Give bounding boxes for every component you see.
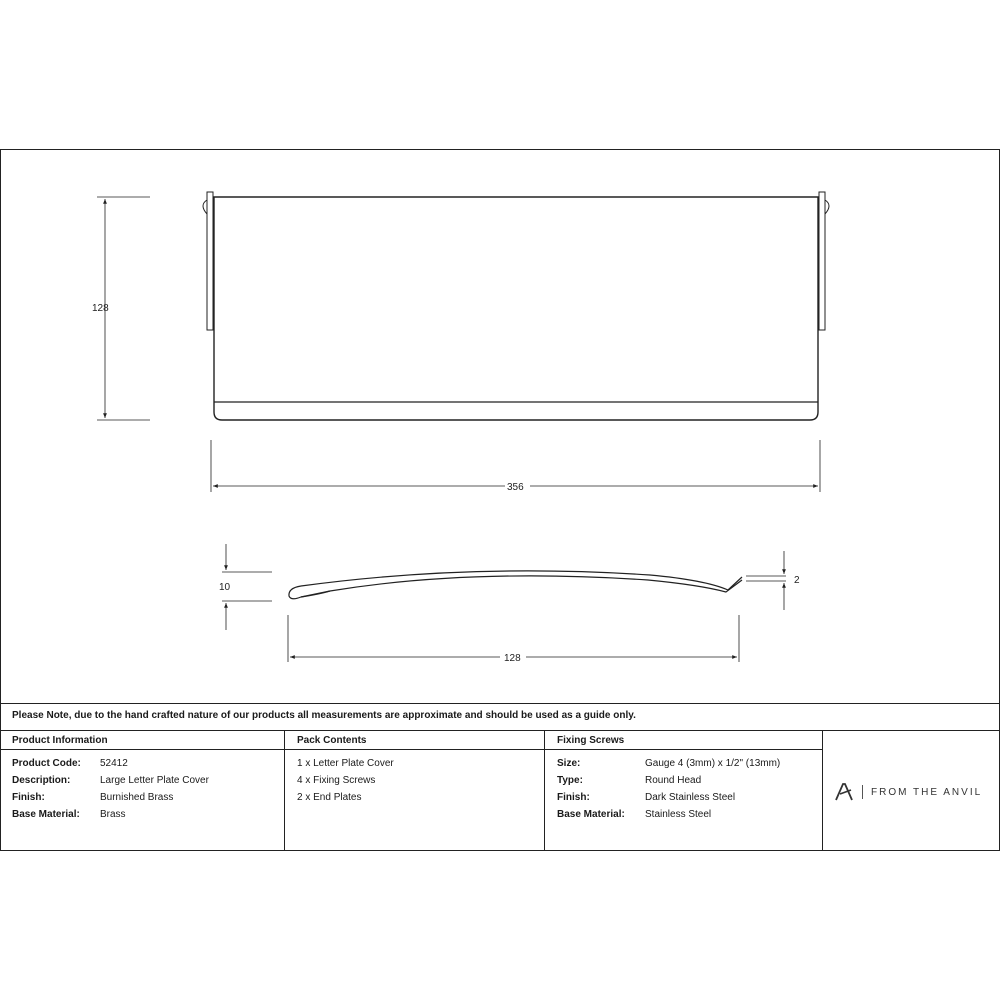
right-hinge-knuckle [825,200,829,214]
right-end-plate [819,192,825,330]
pack-item: 1 x Letter Plate Cover [297,758,394,769]
finish-row [12,789,280,806]
screw-type-row [557,772,819,789]
screw-finish-row [557,789,819,806]
product-info-section [12,732,280,823]
description-value: Large Letter Plate Cover [100,775,209,786]
height-dimension-label: 128 [92,303,109,314]
fixing-screws-section [557,732,819,823]
product-code-value: 52412 [100,758,128,769]
product-code-row [12,755,280,772]
screw-type-value: Round Head [645,775,702,786]
product-info-header: Product Information [12,735,108,746]
left-end-plate [207,192,213,330]
measurement-note: Please Note, due to the hand crafted nature of our products all measurements are approximate and should be used as a guide only. [12,710,636,721]
pack-item: 2 x End Plates [297,792,362,803]
screw-size-label: Size: [557,758,581,769]
left-hinge-knuckle [203,200,207,214]
width-dimension-label: 356 [507,482,524,493]
finish-label: Finish: [12,792,45,803]
screw-finish-value: Dark Stainless Steel [645,792,736,803]
screw-type-label: Type: [557,775,583,786]
side-view-profile [289,571,742,599]
description-row [12,772,280,789]
finish-value: Burnished Brass [100,792,174,803]
screw-base-material-row [557,806,819,823]
cover-plate-outline [214,197,818,420]
logo-separator [862,785,863,799]
fixing-screws-header: Fixing Screws [557,735,625,746]
lip-dimension-label: 2 [794,575,800,586]
base-material-row [12,806,280,823]
thickness-dimension-label: 10 [219,582,231,593]
depth-dimension-label: 128 [504,653,521,664]
base-material-value: Brass [100,809,126,820]
screw-base-material-value: Stainless Steel [645,809,712,820]
anvil-a-logo-icon [834,782,854,802]
screw-size-row [557,755,819,772]
pack-contents-section [297,732,537,806]
lip-dimension [746,551,786,610]
screw-base-material-label: Base Material: [557,809,625,820]
top-view [203,192,829,420]
base-material-label: Base Material: [12,809,80,820]
description-label: Description: [12,775,71,786]
pack-contents-header: Pack Contents [297,735,367,746]
pack-item: 4 x Fixing Screws [297,775,376,786]
brand-logo [834,782,982,802]
brand-name: FROM THE ANVIL [871,786,983,798]
product-code-label: Product Code: [12,758,81,769]
screw-finish-label: Finish: [557,792,590,803]
screw-size-value: Gauge 4 (3mm) x 1/2" (13mm) [645,758,781,769]
